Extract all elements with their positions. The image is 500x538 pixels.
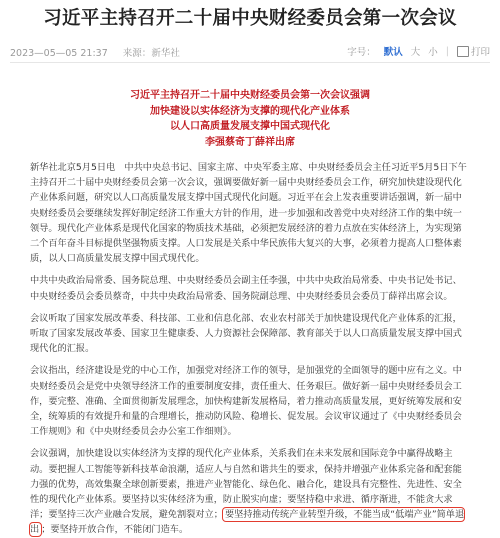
font-size-label: 字号： <box>347 47 376 58</box>
headline-line: 李强蔡奇丁薛祥出席 <box>205 136 295 148</box>
final-text-after: ；要坚持开放合作，不能闭门造车。 <box>41 524 189 536</box>
font-large-button[interactable]: 大 <box>410 47 421 58</box>
body-paragraph: 会议指出，经济建设是党的中心工作，加强党对经济工作的领导，是加强党的全面领导的题中应有之义。中央财经委员会是党中央领导经济工作的重要制度安排，责任重大、任务艰巨。做好新一届中央财经委员会工作，要完整、准确、全面贯彻新发展理念，加快构建新发展格局，着力推动高质量发展，更好统筹发展和安全，统筹质的有效提升和量的合理增长，推动防风险、稳增长、促发展。会议审议通过了《中央财经委员会工作规则》和《中央财经委员会办公室工作细则》。 <box>30 365 462 438</box>
article-meta <box>10 45 192 59</box>
headline-block <box>0 88 500 150</box>
print-button[interactable] <box>457 44 490 58</box>
headline-line: 习近平主持召开二十届中央财经委员会第一次会议强调 <box>130 90 370 101</box>
publish-date: 2023—05—05 21:37 <box>10 48 108 59</box>
divider: | <box>445 45 449 57</box>
article-body <box>30 160 470 538</box>
body-paragraph: 新华社北京5月5日电 中共中央总书记、国家主席、中央军委主席、中央财经委员会主任习近平5月5日下午主持召开二十届中央财经委员会第一次会议，强调要做好新一届中央财经委员会工作，研究加快建设现代化产业体系问题，研究以人口高质量发展支撑中国式现代化问题。习近平在会上发表重要讲话强调，新一届中央财经委员会要继续发挥好制定经济工作重大方针的作用，进一步加强和改善党中央对经济工作的集中统一领导。现代化产业体系是现代化国家的物质技术基础，必须把发展经济的着力点放在实体经济上，为实现第二个百年奋斗目标提供坚强物质支撑。人口发展是关系中华民族伟大复兴的大事，必须着力提高人口整体素质，以人口高质量发展支撑中国式现代化。 <box>30 162 467 265</box>
final-text-before: 会议强调，加快建设以实体经济为支撑的现代化产业体系，关系我们在未来发展和国际竞争中赢得战略主动。要把握人工智能等新科技革命浪潮，适应人与自然和谐共生的要求，保持并增强产业体系完备和配套能力强的优势，高效集聚全球创新要素，推进产业智能化、绿色化、融合化，建设具有完整性、先进性、安全性的现代化产业体系。要坚持以实体经济为重，防止脱实向虚；要坚持稳中求进、循序渐进，不能贪大求洋；要坚持三次产业融合发展，避免割裂对立； <box>30 448 462 521</box>
headline-line: 以人口高质量发展支撑中国式现代化 <box>170 121 330 132</box>
font-small-button[interactable]: 小 <box>428 47 438 58</box>
font-size-controls <box>347 44 490 58</box>
article-title: 习近平主持召开二十届中央财经委员会第一次会议 <box>43 8 457 29</box>
headline-line: 加快建设以实体经济为支撑的现代化产业体系 <box>150 105 350 117</box>
font-default-button[interactable]: 默认 <box>383 47 403 58</box>
print-label: 打印 <box>470 47 490 58</box>
source-label: 来源： <box>122 48 152 59</box>
highlighted-sentence: 要坚持推动传统产业转型升级，不能当成“低端产业”简单退出 <box>30 509 465 536</box>
body-paragraph-final <box>30 446 470 537</box>
body-paragraph: 中共中央政治局常委、国务院总理、中央财经委员会副主任李强，中共中央政治局常委、中央书记处书记、中央财经委员会委员蔡奇，中共中央政治局常委、国务院副总理、中央财经委员会委员丁薛祥出席会议。 <box>30 275 462 302</box>
source-name: 新华社 <box>151 48 180 59</box>
print-icon <box>457 46 469 57</box>
header-divider <box>10 62 490 63</box>
body-paragraph: 会议听取了国家发展改革委、科技部、工业和信息化部、农业农村部关于加快建设现代化产业体系的汇报，听取了国家发展改革委、国家卫生健康委、人力资源社会保障部、教育部关于以人口高质量发展支撑中国式现代化的汇报。 <box>30 312 462 355</box>
